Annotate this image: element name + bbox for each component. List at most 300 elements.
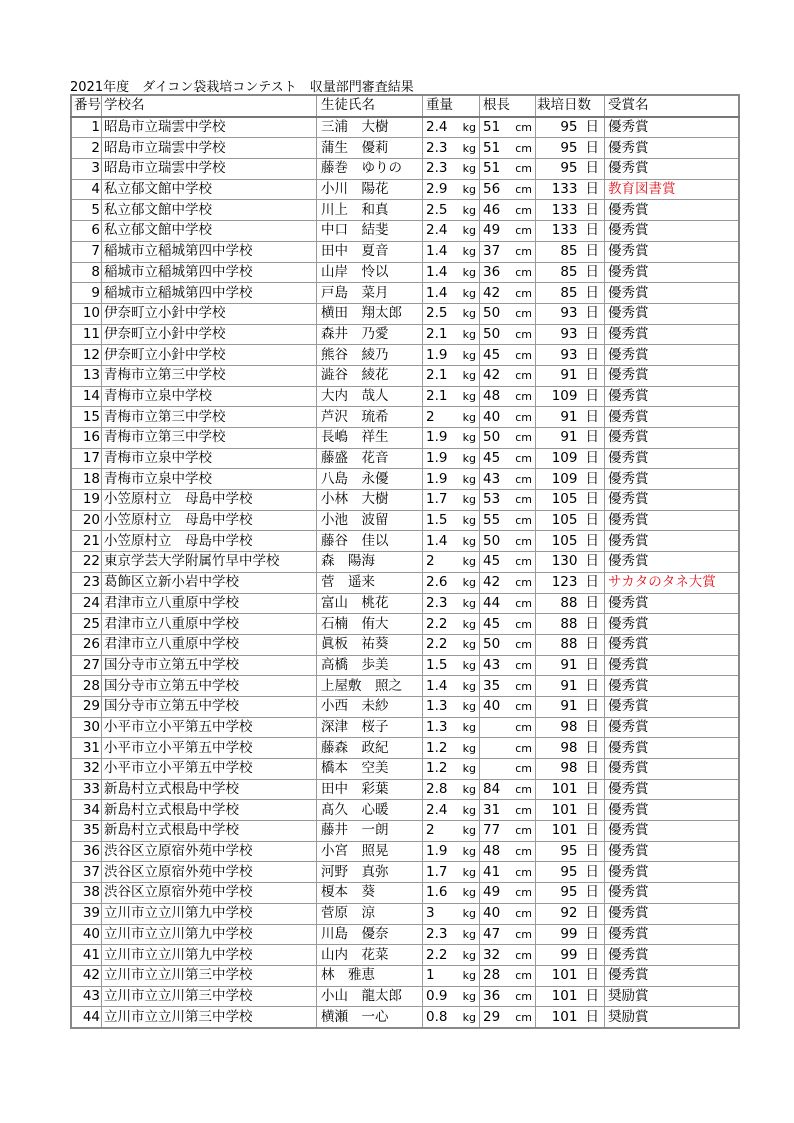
root-unit: cm bbox=[515, 783, 532, 797]
root-value: 43 bbox=[483, 656, 501, 673]
cell-weight bbox=[423, 945, 480, 966]
days-value: 98 bbox=[560, 718, 578, 735]
cell-award: 優秀賞 bbox=[605, 965, 740, 986]
cell-no: 19 bbox=[71, 490, 102, 511]
table-row bbox=[71, 634, 739, 655]
cell-award: 優秀賞 bbox=[605, 655, 740, 676]
days-value: 93 bbox=[560, 305, 578, 322]
days-value: 88 bbox=[560, 636, 578, 653]
weight-unit: kg bbox=[462, 576, 476, 590]
weight-value: 1.6 bbox=[426, 884, 448, 901]
cell-weight bbox=[423, 345, 480, 366]
days-value: 93 bbox=[560, 325, 578, 342]
cell-no: 8 bbox=[71, 262, 102, 283]
weight-value: 2.4 bbox=[426, 119, 448, 136]
cell-root bbox=[480, 779, 536, 800]
days-unit: 日 bbox=[585, 574, 599, 591]
cell-award: 奨励賞 bbox=[605, 1007, 740, 1028]
header-no: 番号 bbox=[71, 95, 102, 117]
root-unit: cm bbox=[515, 658, 532, 672]
weight-unit: kg bbox=[462, 203, 476, 217]
cell-root bbox=[480, 696, 536, 717]
table-row bbox=[71, 614, 739, 635]
cell-days bbox=[536, 862, 605, 883]
root-value: 42 bbox=[483, 284, 501, 301]
cell-school: 立川市立立川第三中学校 bbox=[102, 965, 317, 986]
cell-school: 立川市立立川第九中学校 bbox=[102, 903, 317, 924]
cell-award: 優秀賞 bbox=[605, 428, 740, 449]
days-value: 109 bbox=[551, 470, 578, 487]
cell-days bbox=[536, 738, 605, 759]
cell-name: 菅原 涼 bbox=[317, 903, 423, 924]
cell-weight bbox=[423, 779, 480, 800]
cell-school: 立川市立立川第三中学校 bbox=[102, 1007, 317, 1028]
cell-weight bbox=[423, 428, 480, 449]
cell-name: 大内 哉人 bbox=[317, 386, 423, 407]
cell-root bbox=[480, 986, 536, 1007]
days-value: 123 bbox=[551, 574, 578, 591]
cell-days bbox=[536, 241, 605, 262]
days-value: 130 bbox=[551, 553, 578, 570]
cell-root bbox=[480, 303, 536, 324]
days-unit: 日 bbox=[585, 863, 599, 880]
cell-root bbox=[480, 800, 536, 821]
cell-root bbox=[480, 841, 536, 862]
weight-unit: kg bbox=[462, 762, 476, 776]
weight-value: 1.9 bbox=[426, 470, 448, 487]
weight-value: 2 bbox=[426, 408, 435, 425]
cell-weight bbox=[423, 924, 480, 945]
root-unit: cm bbox=[515, 865, 532, 879]
root-value: 45 bbox=[483, 450, 501, 467]
cell-no: 11 bbox=[71, 324, 102, 345]
days-unit: 日 bbox=[585, 801, 599, 818]
cell-days bbox=[536, 779, 605, 800]
cell-award: 優秀賞 bbox=[605, 883, 740, 904]
cell-school: 新島村立式根島中学校 bbox=[102, 800, 317, 821]
days-value: 101 bbox=[551, 781, 578, 798]
root-value: 49 bbox=[483, 884, 501, 901]
cell-award: 優秀賞 bbox=[605, 241, 740, 262]
weight-value: 1.4 bbox=[426, 532, 448, 549]
root-unit: cm bbox=[515, 762, 532, 776]
days-unit: 日 bbox=[585, 305, 599, 322]
header-weight: 重量 bbox=[423, 95, 480, 117]
cell-name: 横瀬 一心 bbox=[317, 1007, 423, 1028]
cell-award: 優秀賞 bbox=[605, 324, 740, 345]
weight-unit: kg bbox=[462, 783, 476, 797]
days-unit: 日 bbox=[585, 243, 599, 260]
root-unit: cm bbox=[515, 327, 532, 341]
cell-no: 5 bbox=[71, 200, 102, 221]
cell-weight bbox=[423, 303, 480, 324]
cell-days bbox=[536, 696, 605, 717]
cell-no: 21 bbox=[71, 531, 102, 552]
cell-name: 上屋敷 照之 bbox=[317, 676, 423, 697]
root-unit: cm bbox=[515, 969, 532, 983]
cell-name: 山内 花菜 bbox=[317, 945, 423, 966]
cell-days bbox=[536, 903, 605, 924]
cell-root bbox=[480, 428, 536, 449]
weight-unit: kg bbox=[462, 700, 476, 714]
table-row bbox=[71, 448, 739, 469]
days-unit: 日 bbox=[585, 594, 599, 611]
root-value: 45 bbox=[483, 553, 501, 570]
cell-name: 藤森 政紀 bbox=[317, 738, 423, 759]
root-unit: cm bbox=[515, 576, 532, 590]
weight-unit: kg bbox=[462, 989, 476, 1003]
table-row bbox=[71, 221, 739, 242]
cell-award: 優秀賞 bbox=[605, 531, 740, 552]
root-value: 40 bbox=[483, 698, 501, 715]
weight-unit: kg bbox=[462, 534, 476, 548]
cell-days bbox=[536, 965, 605, 986]
cell-award: 優秀賞 bbox=[605, 800, 740, 821]
days-unit: 日 bbox=[585, 512, 599, 529]
days-value: 133 bbox=[551, 181, 578, 198]
header-root: 根長 bbox=[480, 95, 536, 117]
days-value: 88 bbox=[560, 615, 578, 632]
root-value: 50 bbox=[483, 532, 501, 549]
weight-unit: kg bbox=[462, 596, 476, 610]
cell-root bbox=[480, 469, 536, 490]
weight-unit: kg bbox=[462, 1010, 476, 1024]
cell-no: 18 bbox=[71, 469, 102, 490]
root-value: 53 bbox=[483, 491, 501, 508]
cell-no: 40 bbox=[71, 924, 102, 945]
root-unit: cm bbox=[515, 720, 532, 734]
cell-root bbox=[480, 200, 536, 221]
table-row bbox=[71, 241, 739, 262]
weight-value: 1.9 bbox=[426, 450, 448, 467]
cell-award: 優秀賞 bbox=[605, 469, 740, 490]
cell-days bbox=[536, 386, 605, 407]
cell-weight bbox=[423, 283, 480, 304]
root-unit: cm bbox=[515, 203, 532, 217]
cell-award: 優秀賞 bbox=[605, 262, 740, 283]
root-value: 28 bbox=[483, 967, 501, 984]
cell-award: 優秀賞 bbox=[605, 903, 740, 924]
weight-value: 2.4 bbox=[426, 801, 448, 818]
cell-no: 9 bbox=[71, 283, 102, 304]
cell-root bbox=[480, 365, 536, 386]
cell-award: 優秀賞 bbox=[605, 221, 740, 242]
cell-school: 昭島市立瑞雲中学校 bbox=[102, 138, 317, 159]
cell-award: 優秀賞 bbox=[605, 717, 740, 738]
days-value: 85 bbox=[560, 243, 578, 260]
cell-days bbox=[536, 531, 605, 552]
cell-weight bbox=[423, 117, 480, 138]
root-value: 46 bbox=[483, 201, 501, 218]
cell-school: 伊奈町立小針中学校 bbox=[102, 303, 317, 324]
weight-unit: kg bbox=[462, 658, 476, 672]
cell-name: 林 雅恵 bbox=[317, 965, 423, 986]
root-value: 50 bbox=[483, 429, 501, 446]
table-row bbox=[71, 779, 739, 800]
cell-no: 22 bbox=[71, 552, 102, 573]
days-value: 109 bbox=[551, 450, 578, 467]
days-value: 92 bbox=[560, 905, 578, 922]
cell-name: 澁谷 綾花 bbox=[317, 365, 423, 386]
days-unit: 日 bbox=[585, 698, 599, 715]
cell-school: 新島村立式根島中学校 bbox=[102, 821, 317, 842]
cell-days bbox=[536, 945, 605, 966]
root-unit: cm bbox=[515, 948, 532, 962]
days-unit: 日 bbox=[585, 325, 599, 342]
root-value: 42 bbox=[483, 574, 501, 591]
document-title: 2021年度 ダイコン袋栽培コンテスト 収量部門審査結果 bbox=[70, 80, 414, 95]
cell-root bbox=[480, 717, 536, 738]
root-unit: cm bbox=[515, 472, 532, 486]
weight-unit: kg bbox=[462, 389, 476, 403]
root-value: 40 bbox=[483, 408, 501, 425]
cell-award: 優秀賞 bbox=[605, 821, 740, 842]
cell-name: 山岸 怜以 bbox=[317, 262, 423, 283]
table-row bbox=[71, 365, 739, 386]
table-row bbox=[71, 531, 739, 552]
weight-unit: kg bbox=[462, 141, 476, 155]
cell-school: 立川市立立川第九中学校 bbox=[102, 924, 317, 945]
root-unit: cm bbox=[515, 265, 532, 279]
weight-value: 3 bbox=[426, 905, 435, 922]
cell-name: 田中 彩葉 bbox=[317, 779, 423, 800]
cell-award: 優秀賞 bbox=[605, 593, 740, 614]
cell-weight bbox=[423, 821, 480, 842]
cell-name: 高橋 歩美 bbox=[317, 655, 423, 676]
cell-root bbox=[480, 759, 536, 780]
weight-unit: kg bbox=[462, 245, 476, 259]
cell-school: 君津市立八重原中学校 bbox=[102, 614, 317, 635]
weight-value: 1.2 bbox=[426, 760, 448, 777]
weight-unit: kg bbox=[462, 969, 476, 983]
days-unit: 日 bbox=[585, 346, 599, 363]
cell-weight bbox=[423, 179, 480, 200]
cell-name: 深津 桜子 bbox=[317, 717, 423, 738]
cell-award: 優秀賞 bbox=[605, 676, 740, 697]
cell-weight bbox=[423, 469, 480, 490]
cell-school: 国分寺市立第五中学校 bbox=[102, 676, 317, 697]
root-value: 47 bbox=[483, 925, 501, 942]
cell-school: 君津市立八重原中学校 bbox=[102, 593, 317, 614]
days-unit: 日 bbox=[585, 181, 599, 198]
weight-unit: kg bbox=[462, 948, 476, 962]
cell-award: 優秀賞 bbox=[605, 365, 740, 386]
cell-award: 優秀賞 bbox=[605, 510, 740, 531]
root-unit: cm bbox=[515, 555, 532, 569]
weight-value: 2 bbox=[426, 822, 435, 839]
cell-weight bbox=[423, 717, 480, 738]
days-value: 109 bbox=[551, 387, 578, 404]
cell-days bbox=[536, 821, 605, 842]
days-value: 95 bbox=[560, 843, 578, 860]
root-unit: cm bbox=[515, 679, 532, 693]
cell-name: 河野 真弥 bbox=[317, 862, 423, 883]
cell-name: 小池 波留 bbox=[317, 510, 423, 531]
weight-value: 0.9 bbox=[426, 987, 448, 1004]
root-value: 36 bbox=[483, 987, 501, 1004]
cell-days bbox=[536, 634, 605, 655]
cell-no: 35 bbox=[71, 821, 102, 842]
cell-award: 教育図書賞 bbox=[605, 179, 740, 200]
weight-value: 1.9 bbox=[426, 346, 448, 363]
header-award: 受賞名 bbox=[605, 95, 740, 117]
weight-unit: kg bbox=[462, 472, 476, 486]
days-value: 91 bbox=[560, 677, 578, 694]
cell-award: 優秀賞 bbox=[605, 448, 740, 469]
cell-no: 3 bbox=[71, 159, 102, 180]
weight-unit: kg bbox=[462, 121, 476, 135]
cell-root bbox=[480, 552, 536, 573]
cell-award: 優秀賞 bbox=[605, 696, 740, 717]
weight-unit: kg bbox=[462, 803, 476, 817]
cell-no: 12 bbox=[71, 345, 102, 366]
cell-root bbox=[480, 924, 536, 945]
header-name: 生徒氏名 bbox=[317, 95, 423, 117]
table-row bbox=[71, 138, 739, 159]
cell-name: 蒲生 優莉 bbox=[317, 138, 423, 159]
cell-days bbox=[536, 759, 605, 780]
cell-days bbox=[536, 262, 605, 283]
days-unit: 日 bbox=[585, 284, 599, 301]
cell-weight bbox=[423, 448, 480, 469]
days-value: 88 bbox=[560, 594, 578, 611]
cell-weight bbox=[423, 634, 480, 655]
days-value: 91 bbox=[560, 367, 578, 384]
cell-name: 藤井 一朗 bbox=[317, 821, 423, 842]
table-row bbox=[71, 572, 739, 593]
cell-weight bbox=[423, 883, 480, 904]
header-days: 栽培日数 bbox=[536, 95, 605, 117]
root-value: 48 bbox=[483, 387, 501, 404]
root-unit: cm bbox=[515, 596, 532, 610]
cell-days bbox=[536, 200, 605, 221]
cell-name: 小林 大樹 bbox=[317, 490, 423, 511]
root-value: 36 bbox=[483, 263, 501, 280]
cell-weight bbox=[423, 903, 480, 924]
days-unit: 日 bbox=[585, 450, 599, 467]
root-value: 29 bbox=[483, 1008, 501, 1025]
weight-value: 1.5 bbox=[426, 656, 448, 673]
days-unit: 日 bbox=[585, 491, 599, 508]
cell-no: 25 bbox=[71, 614, 102, 635]
cell-weight bbox=[423, 552, 480, 573]
cell-weight bbox=[423, 510, 480, 531]
cell-days bbox=[536, 221, 605, 242]
cell-days bbox=[536, 283, 605, 304]
cell-name: 富山 桃花 bbox=[317, 593, 423, 614]
root-value: 84 bbox=[483, 781, 501, 798]
cell-award: 優秀賞 bbox=[605, 841, 740, 862]
root-unit: cm bbox=[515, 824, 532, 838]
weight-unit: kg bbox=[462, 348, 476, 362]
cell-root bbox=[480, 510, 536, 531]
weight-value: 1.7 bbox=[426, 863, 448, 880]
cell-school: 新島村立式根島中学校 bbox=[102, 779, 317, 800]
root-unit: cm bbox=[515, 410, 532, 424]
cell-award: 優秀賞 bbox=[605, 738, 740, 759]
cell-name: 髙久 心暖 bbox=[317, 800, 423, 821]
cell-award: サカタのタネ大賞 bbox=[605, 572, 740, 593]
cell-days bbox=[536, 324, 605, 345]
root-unit: cm bbox=[515, 183, 532, 197]
days-unit: 日 bbox=[585, 843, 599, 860]
days-unit: 日 bbox=[585, 946, 599, 963]
days-value: 98 bbox=[560, 760, 578, 777]
cell-weight bbox=[423, 531, 480, 552]
cell-root bbox=[480, 862, 536, 883]
days-unit: 日 bbox=[585, 677, 599, 694]
header-school: 学校名 bbox=[102, 95, 317, 117]
cell-days bbox=[536, 800, 605, 821]
cell-school: 国分寺市立第五中学校 bbox=[102, 696, 317, 717]
root-value: 51 bbox=[483, 119, 501, 136]
cell-no: 27 bbox=[71, 655, 102, 676]
days-unit: 日 bbox=[585, 967, 599, 984]
days-unit: 日 bbox=[585, 739, 599, 756]
days-value: 98 bbox=[560, 739, 578, 756]
cell-name: 石楠 侑大 bbox=[317, 614, 423, 635]
cell-no: 1 bbox=[71, 117, 102, 138]
cell-root bbox=[480, 345, 536, 366]
weight-unit: kg bbox=[462, 224, 476, 238]
cell-days bbox=[536, 365, 605, 386]
table-row bbox=[71, 655, 739, 676]
table-row bbox=[71, 345, 739, 366]
weight-value: 2.3 bbox=[426, 594, 448, 611]
days-value: 95 bbox=[560, 884, 578, 901]
root-unit: cm bbox=[515, 493, 532, 507]
weight-value: 2.1 bbox=[426, 367, 448, 384]
cell-no: 20 bbox=[71, 510, 102, 531]
cell-name: 小西 未紗 bbox=[317, 696, 423, 717]
cell-days bbox=[536, 428, 605, 449]
weight-value: 1.9 bbox=[426, 843, 448, 860]
root-unit: cm bbox=[515, 741, 532, 755]
cell-name: 長嶋 祥生 bbox=[317, 428, 423, 449]
table-row bbox=[71, 593, 739, 614]
root-value: 40 bbox=[483, 905, 501, 922]
root-value: 37 bbox=[483, 243, 501, 260]
cell-award: 優秀賞 bbox=[605, 634, 740, 655]
cell-weight bbox=[423, 407, 480, 428]
table-row bbox=[71, 986, 739, 1007]
weight-unit: kg bbox=[462, 369, 476, 383]
cell-name: 藤谷 佳以 bbox=[317, 531, 423, 552]
cell-school: 小平市立小平第五中学校 bbox=[102, 759, 317, 780]
days-unit: 日 bbox=[585, 532, 599, 549]
table-row bbox=[71, 696, 739, 717]
cell-school: 国分寺市立第五中学校 bbox=[102, 655, 317, 676]
cell-days bbox=[536, 1007, 605, 1028]
cell-award: 優秀賞 bbox=[605, 862, 740, 883]
cell-root bbox=[480, 572, 536, 593]
root-value: 51 bbox=[483, 139, 501, 156]
root-unit: cm bbox=[515, 224, 532, 238]
root-value: 48 bbox=[483, 843, 501, 860]
cell-root bbox=[480, 241, 536, 262]
days-unit: 日 bbox=[585, 470, 599, 487]
cell-days bbox=[536, 448, 605, 469]
weight-unit: kg bbox=[462, 720, 476, 734]
days-unit: 日 bbox=[585, 1008, 599, 1025]
cell-no: 37 bbox=[71, 862, 102, 883]
days-value: 133 bbox=[551, 201, 578, 218]
days-value: 91 bbox=[560, 698, 578, 715]
cell-root bbox=[480, 614, 536, 635]
cell-root bbox=[480, 821, 536, 842]
cell-days bbox=[536, 117, 605, 138]
root-unit: cm bbox=[515, 162, 532, 176]
